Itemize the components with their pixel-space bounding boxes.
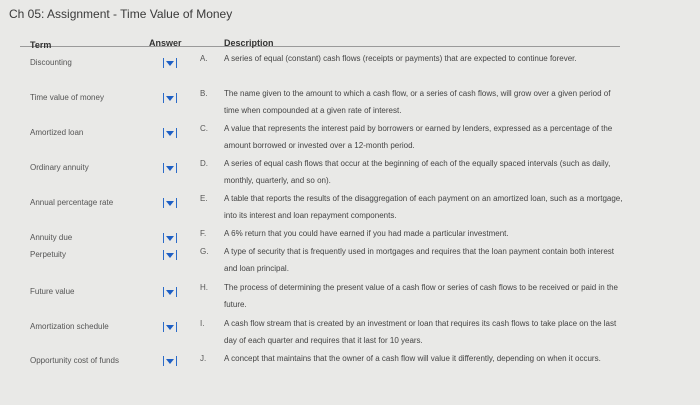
chevron-down-icon [166,131,174,136]
description-letter: D. [200,159,208,168]
term-annuity-due: Annuity due [30,233,73,242]
chevron-down-icon [166,61,174,66]
description-text: A concept that maintains that the owner of a cash flow will value it differently, depending on when it occurs. [224,354,601,363]
select-edge-icon [176,93,177,103]
term-ordinary-annuity: Ordinary annuity [30,163,89,172]
answer-select-amortized-loan[interactable] [150,127,190,139]
answer-select-amortization-schedule[interactable] [150,321,190,333]
term-time-value-of-money: Time value of money [30,93,104,102]
chevron-down-icon [166,201,174,206]
description-letter: H. [200,283,208,292]
description-text: A cash flow stream that is created by an investment or loan that requires its cash flows to take place on the last day of each quarter and requires that it last for 10 years. [224,319,617,345]
description-text: A series of equal cash flows that occur at the beginning of each of the equally spaced intervals (such as daily, monthly, quarterly, and so on). [224,159,611,185]
select-edge-icon [176,322,177,332]
select-edge-icon [163,198,164,208]
term-header: Term [30,40,52,50]
answer-select-future-value[interactable] [150,286,190,298]
description-letter: G. [200,247,209,256]
description-letter: C. [200,124,208,133]
select-edge-icon [176,128,177,138]
header-divider [20,46,620,47]
description-text: A type of security that is frequently used in mortgages and requires that the loan payment contain both interest and loan principal. [224,247,615,273]
term-amortized-loan: Amortized loan [30,128,84,137]
chevron-down-icon [166,96,174,101]
page-title: Ch 05: Assignment - Time Value of Money [9,7,233,21]
description-letter: I. [200,319,205,328]
chevron-down-icon [166,290,174,295]
select-edge-icon [163,58,164,68]
description-text: A value that represents the interest paid by borrowers or earned by lenders, expressed as a percentage of the amount borrowed or invested over a 12-month period. [224,124,613,150]
description-text: The name given to the amount to which a cash flow, or a series of cash flows, will grow over a given period of time when compounded at a given rate of interest. [224,89,611,115]
description-text: A table that reports the results of the disaggregation of each payment on an amortized loan, such as a mortgage, into its interest and loan repayment components. [224,194,623,220]
select-edge-icon [163,356,164,366]
select-edge-icon [176,233,177,243]
select-edge-icon [163,322,164,332]
chevron-down-icon [166,253,174,258]
select-edge-icon [163,93,164,103]
answer-select-discounting[interactable] [150,57,190,69]
select-edge-icon [163,233,164,243]
description-letter: B. [200,89,208,98]
select-edge-icon [163,163,164,173]
select-edge-icon [176,163,177,173]
select-edge-icon [176,356,177,366]
description-letter: E. [200,194,208,203]
description-text: The process of determining the present value of a cash flow or series of cash flows to be received or paid in the future. [224,283,618,309]
chevron-down-icon [166,166,174,171]
select-edge-icon [163,287,164,297]
answer-header: Answer [149,38,182,48]
answer-select-annuity-due[interactable] [150,232,190,244]
select-edge-icon [176,58,177,68]
term-discounting: Discounting [30,58,72,67]
answer-select-annual-percentage-rate[interactable] [150,197,190,209]
answer-select-ordinary-annuity[interactable] [150,162,190,174]
term-annual-percentage-rate: Annual percentage rate [30,198,114,207]
description-text: A series of equal (constant) cash flows (receipts or payments) that are expected to continue forever. [224,54,577,63]
description-text: A 6% return that you could have earned if you had made a particular investment. [224,229,509,238]
answer-select-opportunity-cost-of-funds[interactable] [150,355,190,367]
description-header: Description [224,38,274,48]
term-perpetuity: Perpetuity [30,250,67,259]
chevron-down-icon [166,325,174,330]
chevron-down-icon [166,236,174,241]
answer-select-time-value-of-money[interactable] [150,92,190,104]
chevron-down-icon [166,359,174,364]
select-edge-icon [176,250,177,260]
select-edge-icon [176,198,177,208]
term-amortization-schedule: Amortization schedule [30,322,109,331]
answer-select-perpetuity[interactable] [150,249,190,261]
select-edge-icon [163,128,164,138]
term-future-value: Future value [30,287,75,296]
select-edge-icon [176,287,177,297]
term-opportunity-cost-of-funds: Opportunity cost of funds [30,356,119,365]
description-letter: A. [200,54,208,63]
description-letter: F. [200,229,207,238]
select-edge-icon [163,250,164,260]
description-letter: J. [200,354,207,363]
